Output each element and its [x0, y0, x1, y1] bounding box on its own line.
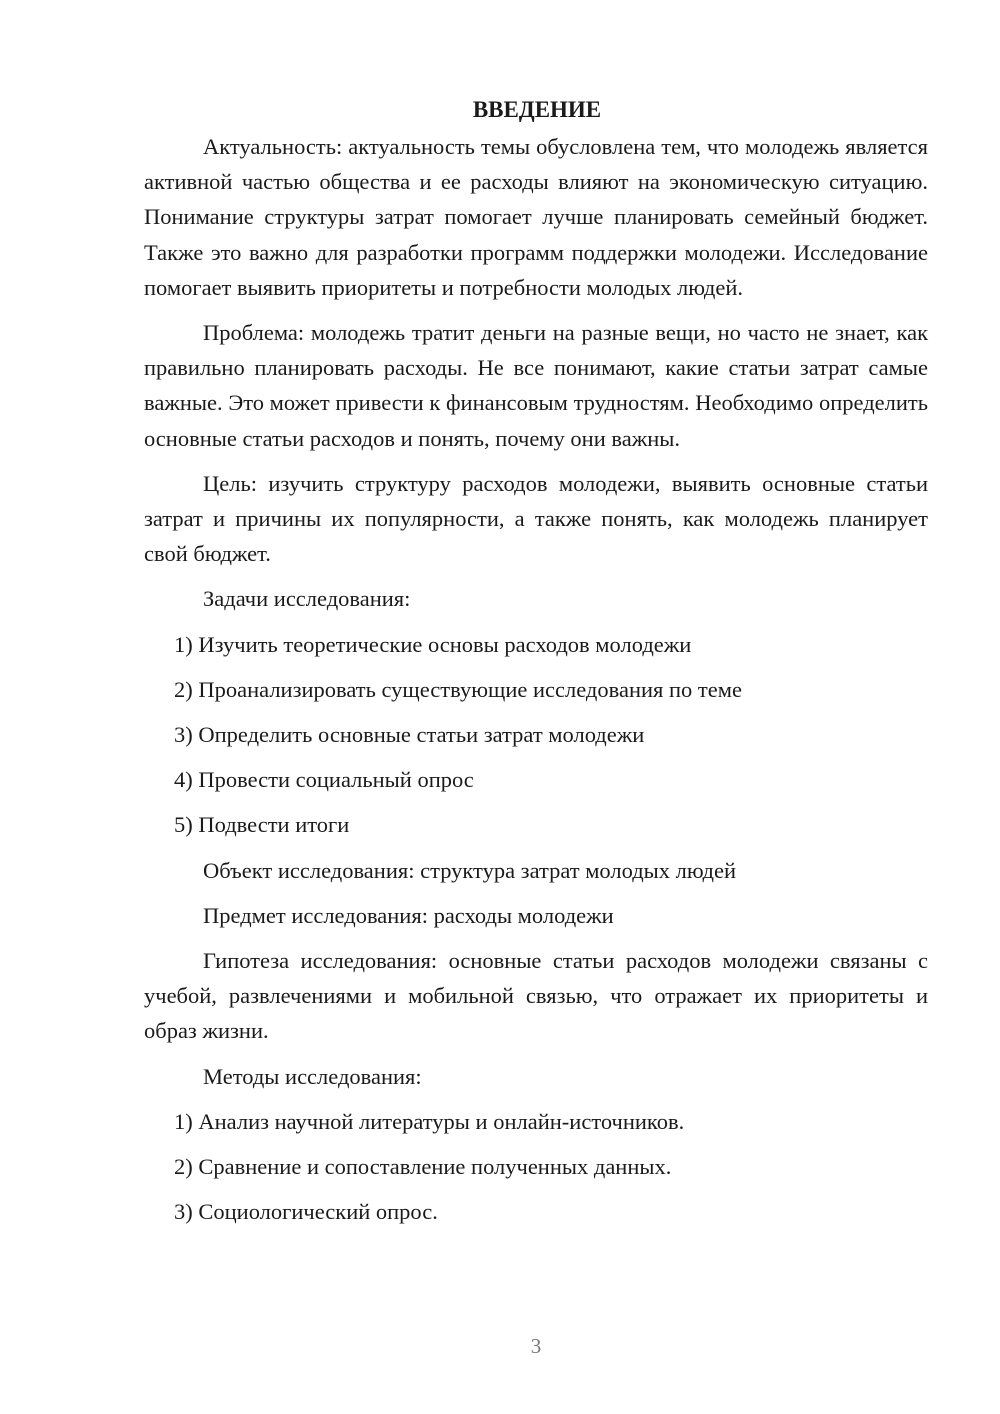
problem-paragraph: Проблема: молодежь тратит деньги на разные вещи, но часто не знает, как правильно планировать расходы. Не все понимают, какие статьи затрат самые важные. Это может привести к финансовым трудностям. Необходимо определить основные статьи расходов и понять, почему они важны.: [144, 320, 928, 451]
goal-paragraph: Цель: изучить структуру расходов молодежи, выявить основные статьи затрат и причины их популярности, а также понять, как молодежь планирует свой бюджет.: [144, 470, 928, 567]
method-item-2: 2) Сравнение и сопоставление полученных данных.: [174, 1154, 672, 1180]
object-line: Объект исследования: структура затрат молодых людей: [203, 857, 737, 883]
subject-line: Предмет исследования: расходы молодежи: [203, 902, 614, 928]
method-item-1: 1) Анализ научной литературы и онлайн-источников.: [174, 1108, 685, 1134]
task-item-4: 4) Провести социальный опрос: [174, 767, 474, 793]
tasks-title: Задачи исследования:: [203, 586, 411, 612]
page-number: 3: [530, 1334, 542, 1358]
method-item-3: 3) Социологический опрос.: [174, 1199, 438, 1225]
hypothesis-paragraph: Гипотеза исследования: основные статьи расходов молодежи связаны с учебой, развлечениями и мобильной связью, что отражает их приоритеты и образ жизни.: [144, 948, 928, 1044]
task-item-1: 1) Изучить теоретические основы расходов молодежи: [174, 631, 692, 657]
document-page: [144, 92, 928, 1239]
task-item-2: 2) Проанализировать существующие исследования по теме: [174, 676, 742, 702]
relevance-paragraph: Актуальность: актуальность темы обусловлена тем, что молодежь является активной частью общества и ее расходы влияют на экономическую ситуацию. Понимание структуры затрат помогает лучше планировать семейный бюджет. Также это важно для разработки программ поддержки молодежи. Исследование помогает выявить приоритеты и потребности молодых людей.: [144, 134, 928, 300]
section-heading: ВВЕДЕНИЕ: [472, 97, 602, 122]
task-item-5: 5) Подвести итоги: [174, 812, 350, 838]
task-item-3: 3) Определить основные статьи затрат молодежи: [174, 722, 645, 748]
methods-title: Методы исследования:: [203, 1063, 422, 1089]
